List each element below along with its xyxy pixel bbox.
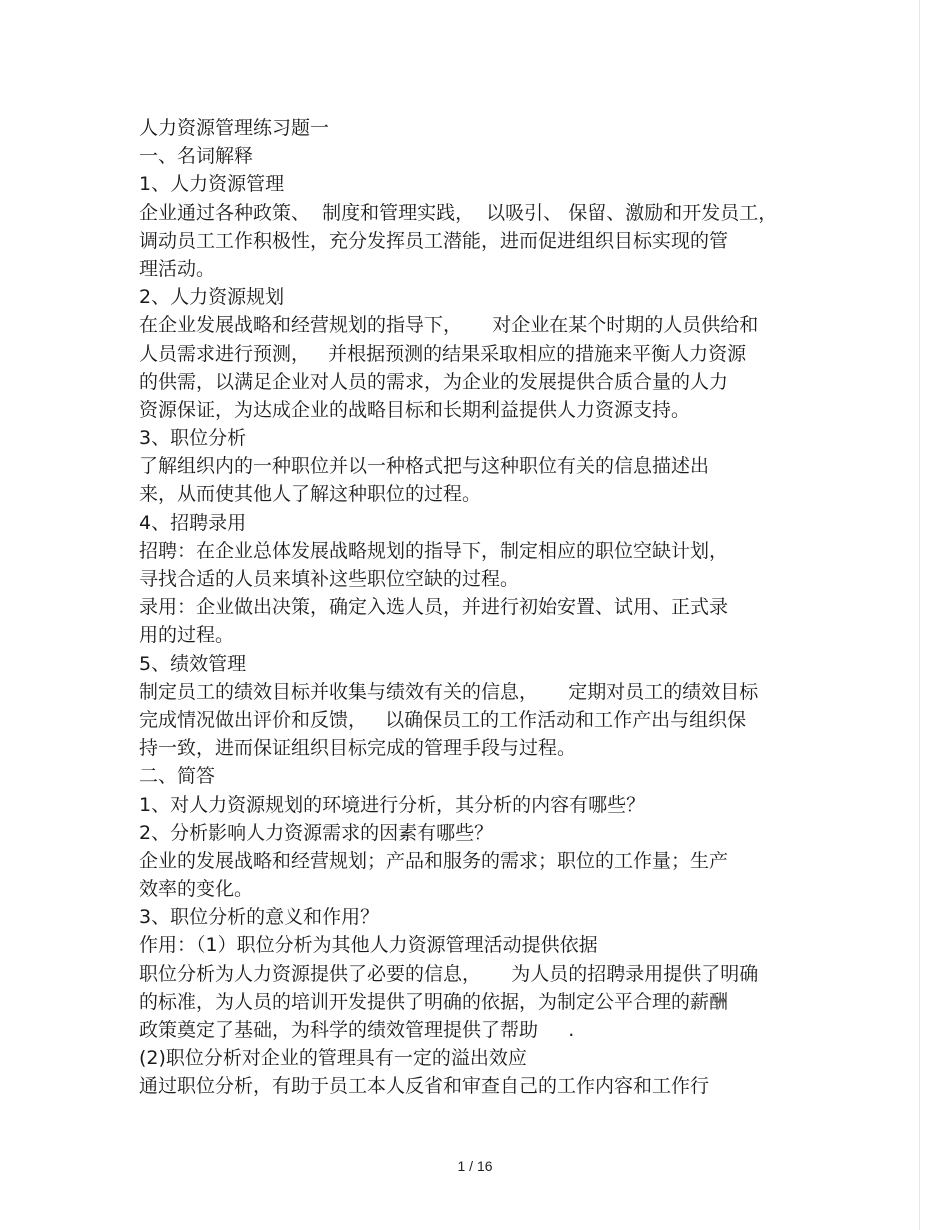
text-line: 效率的变化。 — [139, 878, 254, 901]
text-line: 了解组织内的一种职位并以一种格式把与这种职位有关的信息描述出 — [139, 455, 710, 478]
text-line: 4、招聘录用 — [139, 511, 247, 534]
text-line: 5、绩效管理 — [139, 652, 247, 675]
text-line: 作用：（1）职位分析为其他人力资源管理活动提供依据 — [139, 934, 598, 957]
text-line: 在企业发展战略和经营规划的指导下， 对企业在某个时期的人员供给和 — [139, 314, 759, 337]
text-line: 职位分析为人力资源提供了必要的信息， 为人员的招聘录用提供了明确 — [139, 962, 759, 985]
text-line: 政策奠定了基础，为科学的绩效管理提供了帮助 . — [139, 1019, 575, 1041]
text-line: 理活动。 — [139, 257, 216, 280]
page-number: 1 / 16 — [457, 1158, 493, 1174]
text-line: 企业的发展战略和经营规划；产品和服务的需求；职位的工作量；生产 — [139, 849, 729, 872]
text-line: 2、人力资源规划 — [139, 286, 285, 309]
text-line: 录用：企业做出决策，确定入选人员，并进行初始安置、试用、正式录 — [139, 596, 729, 619]
text-line: 来，从而使其他人了解这种职位的过程。 — [139, 483, 482, 506]
page-edge-divider — [919, 0, 920, 1230]
text-line: 3、职位分析 — [139, 427, 247, 450]
text-line: 用的过程。 — [139, 624, 235, 647]
text-line: 人员需求进行预测， 并根据预测的结果采取相应的措施来平衡人力资源 — [139, 342, 747, 365]
text-line: 一、名词解释 — [139, 145, 254, 168]
text-line: 人力资源管理练习题一 — [139, 117, 330, 139]
text-line: 二、简答 — [139, 765, 216, 788]
text-line: 3、职位分析的意义和作用？ — [139, 906, 380, 929]
text-line: 持一致，进而保证组织目标完成的管理手段与过程。 — [139, 737, 577, 760]
text-line: 2、分析影响人力资源需求的因素有哪些？ — [139, 821, 494, 844]
text-line: 招聘：在企业总体发展战略规划的指导下，制定相应的职位空缺计划， — [139, 539, 729, 562]
text-line: (2)职位分析对企业的管理具有一定的溢出效应 — [139, 1047, 527, 1070]
text-line: 的供需，以满足企业对人员的需求，为企业的发展提供合质合量的人力 — [139, 370, 729, 393]
text-line: 寻找合适的人员来填补这些职位空缺的过程。 — [139, 568, 520, 590]
text-line: 完成情况做出评价和反馈， 以确保员工的工作活动和工作产出与组织保 — [139, 708, 747, 731]
text-line: 制定员工的绩效目标并收集与绩效有关的信息， 定期对员工的绩效目标 — [139, 680, 759, 703]
text-line: 1、人力资源管理 — [139, 173, 285, 196]
document-body — [139, 114, 819, 1101]
text-line: 调动员工工作积极性，充分发挥员工潜能，进而促进组织目标实现的管 — [139, 229, 729, 252]
text-line: 通过职位分析，有助于员工本人反省和审查自己的工作内容和工作行 — [139, 1075, 710, 1098]
text-line: 资源保证，为达成企业的战略目标和长期利益提供人力资源支持。 — [139, 398, 691, 421]
text-line: 1、对人力资源规划的环境进行分析，其分析的内容有哪些？ — [139, 793, 646, 816]
text-line: 企业通过各种政策、 制度和管理实践， 以吸引、 保留、激励和开发员工， — [139, 201, 778, 224]
text-line: 的标准，为人员的培训开发提供了明确的依据，为制定公平合理的薪酬 — [139, 990, 729, 1013]
